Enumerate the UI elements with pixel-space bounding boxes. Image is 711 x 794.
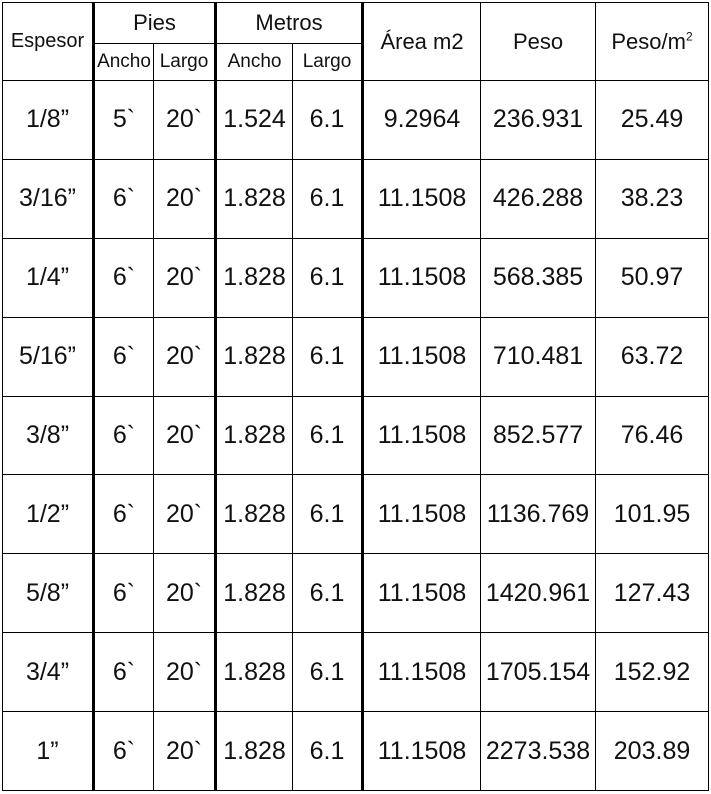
cell-peso-m2: 127.43 <box>596 554 709 633</box>
col-header-metros: Metros <box>216 3 363 44</box>
cell-pies-ancho: 6` <box>94 238 154 317</box>
table-row <box>3 81 709 160</box>
cell-espesor: 3/16” <box>3 159 94 238</box>
cell-pies-ancho: 6` <box>94 159 154 238</box>
cell-metros-largo: 6.1 <box>293 554 363 633</box>
col-header-pies-ancho: Ancho <box>94 44 154 81</box>
cell-area: 11.1508 <box>363 475 481 554</box>
cell-espesor: 1/8” <box>3 81 94 160</box>
cell-peso-m2: 63.72 <box>596 317 709 396</box>
table-body <box>3 81 709 791</box>
col-header-espesor: Espesor <box>3 3 94 81</box>
cell-peso-m2: 152.92 <box>596 633 709 712</box>
table-row <box>3 633 709 712</box>
cell-peso: 426.288 <box>481 159 596 238</box>
cell-pies-ancho: 6` <box>94 554 154 633</box>
cell-pies-ancho: 6` <box>94 317 154 396</box>
cell-pies-largo: 20` <box>154 475 216 554</box>
cell-area: 11.1508 <box>363 554 481 633</box>
cell-metros-ancho: 1.828 <box>216 633 293 712</box>
cell-pies-largo: 20` <box>154 317 216 396</box>
cell-metros-ancho: 1.524 <box>216 81 293 160</box>
cell-area: 11.1508 <box>363 317 481 396</box>
cell-area: 11.1508 <box>363 238 481 317</box>
table-row <box>3 396 709 475</box>
cell-metros-largo: 6.1 <box>293 396 363 475</box>
header-row-1 <box>3 3 709 44</box>
cell-espesor: 5/16” <box>3 317 94 396</box>
cell-pies-largo: 20` <box>154 238 216 317</box>
cell-metros-ancho: 1.828 <box>216 712 293 791</box>
cell-metros-largo: 6.1 <box>293 159 363 238</box>
cell-metros-ancho: 1.828 <box>216 159 293 238</box>
cell-area: 11.1508 <box>363 396 481 475</box>
cell-peso: 1420.961 <box>481 554 596 633</box>
cell-metros-ancho: 1.828 <box>216 554 293 633</box>
cell-metros-ancho: 1.828 <box>216 317 293 396</box>
cell-pies-largo: 20` <box>154 712 216 791</box>
col-header-pies-largo: Largo <box>154 44 216 81</box>
cell-peso-m2: 38.23 <box>596 159 709 238</box>
cell-metros-ancho: 1.828 <box>216 475 293 554</box>
peso-m2-superscript: 2 <box>685 29 693 44</box>
table-row <box>3 712 709 791</box>
col-header-area: Área m2 <box>363 3 481 81</box>
cell-metros-ancho: 1.828 <box>216 396 293 475</box>
cell-peso: 1705.154 <box>481 633 596 712</box>
peso-m2-label: Peso/m <box>611 28 686 54</box>
cell-espesor: 5/8” <box>3 554 94 633</box>
cell-peso: 236.931 <box>481 81 596 160</box>
cell-metros-largo: 6.1 <box>293 317 363 396</box>
col-header-metros-largo: Largo <box>293 44 363 81</box>
cell-pies-largo: 20` <box>154 554 216 633</box>
table-row <box>3 554 709 633</box>
cell-area: 11.1508 <box>363 712 481 791</box>
table-row <box>3 317 709 396</box>
col-header-peso-m2 <box>596 3 709 81</box>
cell-peso: 1136.769 <box>481 475 596 554</box>
table-row <box>3 475 709 554</box>
cell-espesor: 3/4” <box>3 633 94 712</box>
cell-espesor: 3/8” <box>3 396 94 475</box>
cell-peso-m2: 101.95 <box>596 475 709 554</box>
cell-peso-m2: 25.49 <box>596 81 709 160</box>
cell-espesor: 1/4” <box>3 238 94 317</box>
cell-metros-largo: 6.1 <box>293 81 363 160</box>
cell-peso: 710.481 <box>481 317 596 396</box>
table-row <box>3 159 709 238</box>
table-row <box>3 238 709 317</box>
cell-metros-largo: 6.1 <box>293 633 363 712</box>
cell-pies-largo: 20` <box>154 633 216 712</box>
cell-peso-m2: 50.97 <box>596 238 709 317</box>
cell-peso: 2273.538 <box>481 712 596 791</box>
cell-area: 9.2964 <box>363 81 481 160</box>
cell-metros-largo: 6.1 <box>293 712 363 791</box>
col-header-metros-ancho: Ancho <box>216 44 293 81</box>
cell-pies-largo: 20` <box>154 396 216 475</box>
cell-pies-ancho: 6` <box>94 633 154 712</box>
spec-table <box>2 2 709 791</box>
cell-espesor: 1” <box>3 712 94 791</box>
cell-pies-ancho: 6` <box>94 712 154 791</box>
cell-peso: 568.385 <box>481 238 596 317</box>
cell-peso-m2: 203.89 <box>596 712 709 791</box>
col-header-peso: Peso <box>481 3 596 81</box>
cell-metros-largo: 6.1 <box>293 475 363 554</box>
cell-peso: 852.577 <box>481 396 596 475</box>
cell-metros-largo: 6.1 <box>293 238 363 317</box>
cell-peso-m2: 76.46 <box>596 396 709 475</box>
cell-area: 11.1508 <box>363 159 481 238</box>
cell-metros-ancho: 1.828 <box>216 238 293 317</box>
cell-area: 11.1508 <box>363 633 481 712</box>
cell-espesor: 1/2” <box>3 475 94 554</box>
col-header-pies: Pies <box>94 3 216 44</box>
cell-pies-ancho: 6` <box>94 396 154 475</box>
cell-pies-largo: 20` <box>154 81 216 160</box>
cell-pies-ancho: 6` <box>94 475 154 554</box>
cell-pies-ancho: 5` <box>94 81 154 160</box>
cell-pies-largo: 20` <box>154 159 216 238</box>
